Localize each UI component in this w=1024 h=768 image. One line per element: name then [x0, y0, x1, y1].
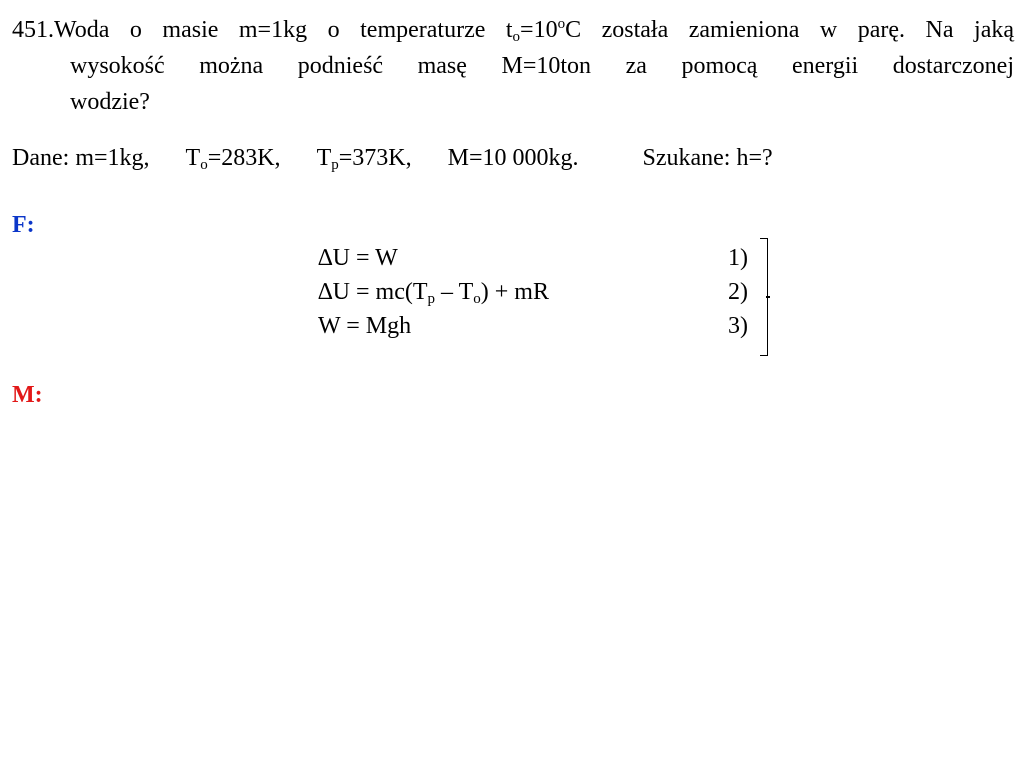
equation-number-1: 1): [728, 245, 748, 271]
equation-system: [318, 241, 758, 343]
problem-line-2: wysokość można podnieść masę M=10ton za pomocą energii dostarczonej: [70, 53, 1014, 79]
sought-quantity: Szukane: h=?: [642, 145, 773, 171]
given-initial-temp: $T_o=283K$,: [185, 145, 281, 173]
equation-3: W = Mgh: [318, 313, 412, 339]
equation-1: ∆U = W: [318, 245, 398, 271]
equation-row-2: [318, 275, 758, 309]
problem-statement: [12, 12, 1014, 120]
equation-number-3: 3): [728, 313, 748, 339]
equation-number-2: 2): [728, 279, 748, 305]
given-label: Dane:: [12, 145, 70, 171]
equation-2: $\Delta U = mc(T_p - T_o)$ + mR: [318, 279, 549, 307]
problem-number: 451.: [12, 17, 54, 43]
problem-line-1: 451.Woda o masie m=1kg o temperaturze $t_o=10^oC$ została zamieniona w parę. Na jaką: [12, 16, 1014, 45]
problem-line-3: wodzie?: [70, 89, 150, 115]
equation-row-3: [318, 309, 758, 343]
system-bracket-tick: [766, 296, 770, 298]
given-steam-temp: $T_p=373K$,: [316, 145, 412, 173]
given-mass: m=1kg,: [75, 145, 150, 171]
problem-continuation: [12, 48, 1014, 120]
given-data: [12, 140, 773, 176]
math-section-label: M:: [12, 382, 43, 408]
equation-row-1: [318, 241, 758, 275]
physics-section-label: F:: [12, 212, 35, 238]
given-load-mass: M=10 000kg.: [447, 145, 579, 171]
